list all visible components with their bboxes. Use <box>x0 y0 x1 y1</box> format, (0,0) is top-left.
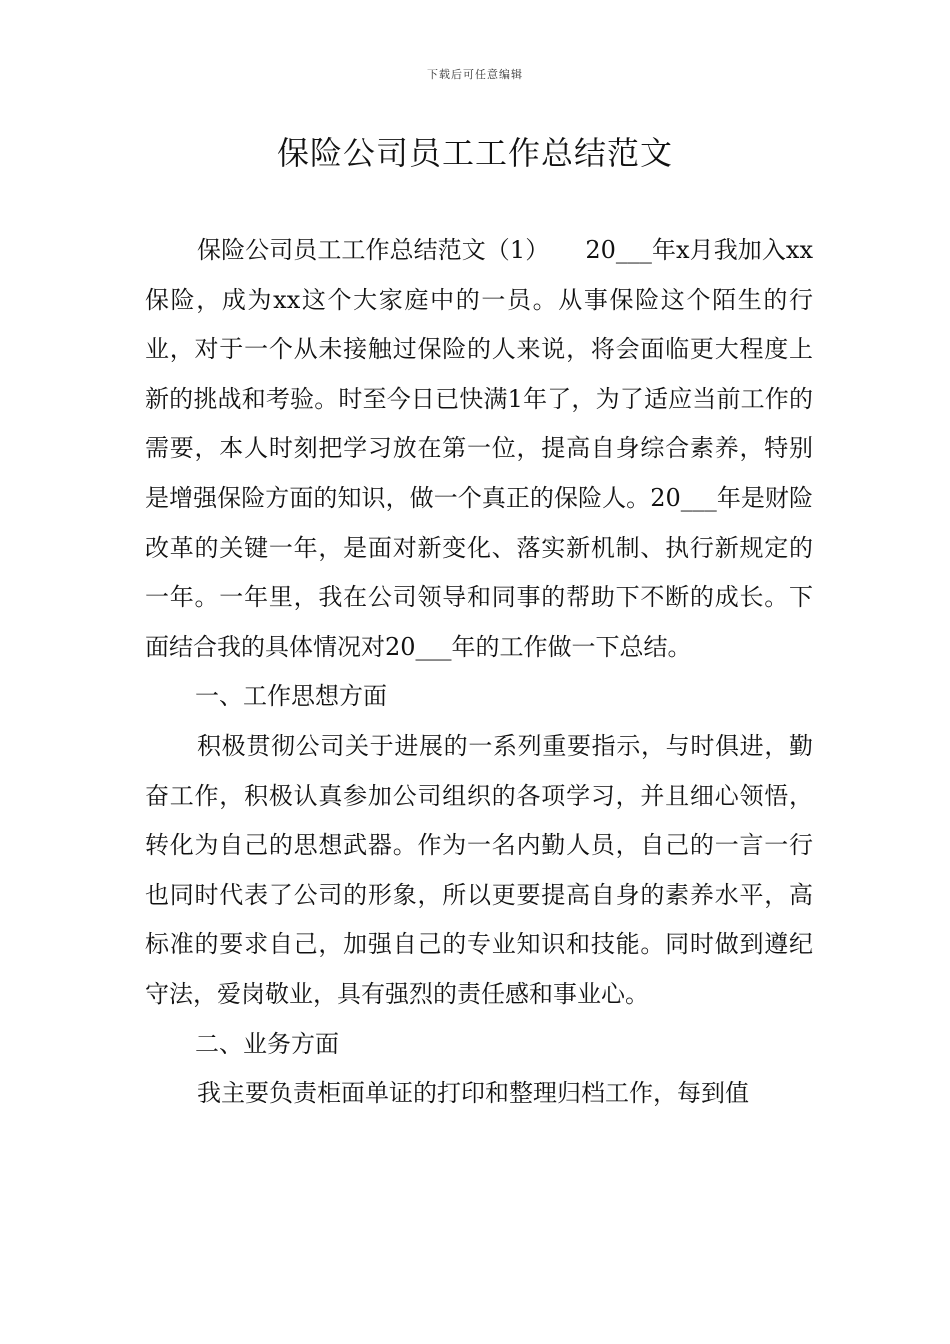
header-note: 下载后可任意编辑 <box>427 68 523 81</box>
paragraph-work-thinking: 积极贯彻公司关于进展的一系列重要指示，与时俱进，勤奋工作，积极认真参加公司组织的各项学习，并且细心领悟，转化为自己的思想武器。作为一名内勤人员，自己的一言一行也同时代表了公司的形象，所以更要提高自身的素养水平，高标准的要求自己，加强自己的专业知识和技能。同时做到遵纪守法，爱岗敬业，具有强烈的责任感和事业心。 <box>145 731 813 1008</box>
document-body <box>145 226 813 1119</box>
paragraph-intro: 保险公司员工工作总结范文（1） 20___年x月我加入xx保险，成为xx这个大家庭中的一员。从事保险这个陌生的行业，对于一个从未接触过保险的人来说，将会面临更大程度上新的挑战和考验。时至今日已快满1年了，为了适应当前工作的需要，本人时刻把学习放在第一位，提高自身综合素养，特别是增强保险方面的知识，做一个真正的保险人。20___年是财险改革的关键一年，是面对新变化、落实新机制、执行新规定的一年。一年里，我在公司领导和同事的帮助下不断的成长。下面结合我的具体情况对20___年的工作做一下总结。 <box>145 236 813 661</box>
document-title: 保险公司员工工作总结范文 <box>276 134 673 172</box>
section-heading-work-thinking: 一、工作思想方面 <box>195 682 387 711</box>
section-heading-business: 二、业务方面 <box>195 1029 339 1058</box>
paragraph-business: 我主要负责柜面单证的打印和整理归档工作，每到值 <box>197 1079 749 1108</box>
